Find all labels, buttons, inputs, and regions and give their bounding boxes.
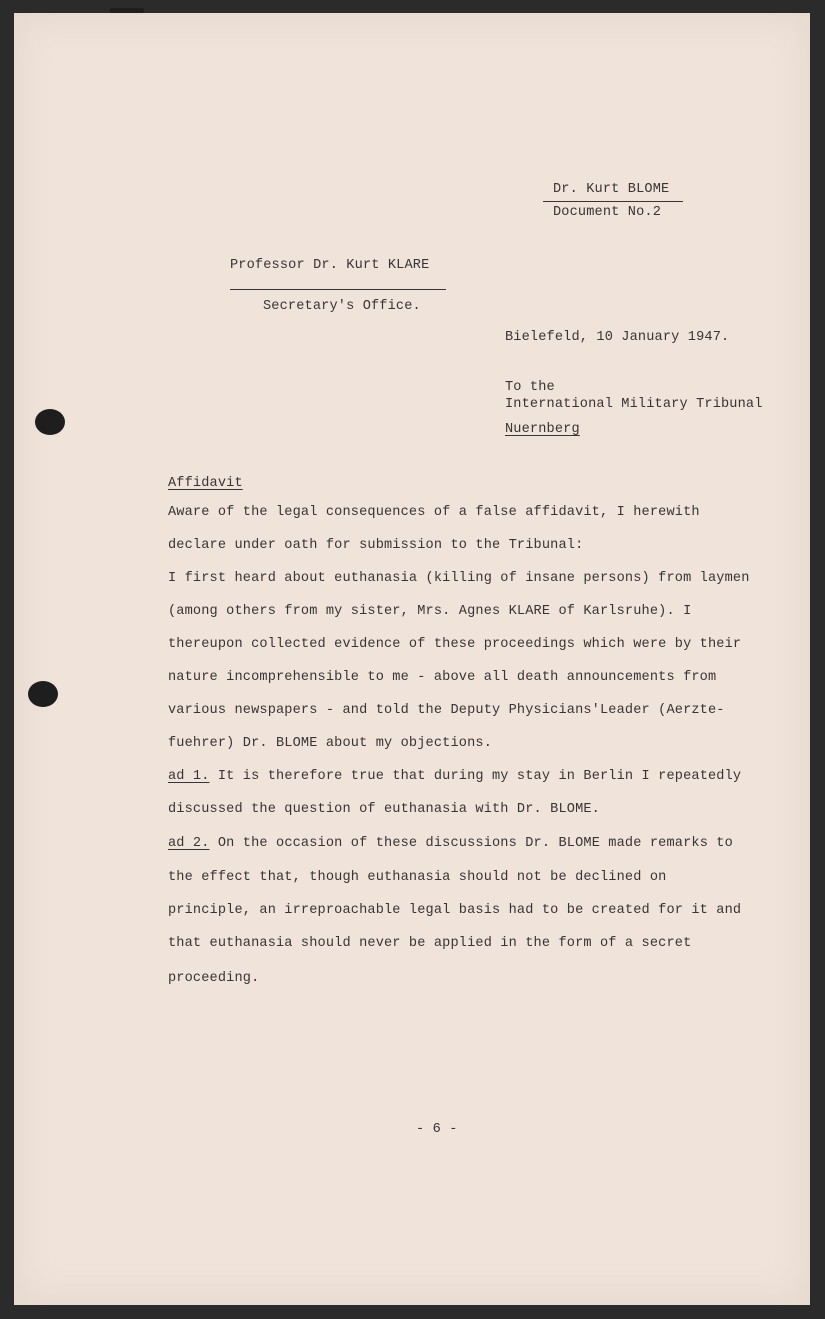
paragraph-ad-2	[168, 836, 733, 851]
recipient-line-2: International Military Tribunal	[505, 397, 763, 412]
body-line: nature incomprehensible to me - above all death announcements from	[168, 670, 717, 685]
body-line: declare under oath for submission to the Tribunal:	[168, 538, 584, 553]
body-line: that euthanasia should never be applied in the form of a secret	[168, 936, 692, 951]
ad-1-first-line: It is therefore true that during my stay in Berlin I repeatedly	[209, 769, 742, 784]
body-line: thereupon collected evidence of these proceedings which were by their	[168, 637, 742, 652]
body-line: proceeding.	[168, 971, 260, 986]
punch-hole-lower	[28, 681, 58, 707]
sender-office: Secretary's Office.	[263, 299, 421, 314]
body-line: the effect that, though euthanasia should not be declined on	[168, 870, 667, 885]
header-document-number: Document No.2	[553, 205, 661, 220]
recipient-city: Nuernberg	[505, 422, 580, 437]
page-number: - 6 -	[416, 1122, 458, 1137]
dateline: Bielefeld, 10 January 1947.	[505, 330, 730, 345]
body-line: discussed the question of euthanasia with Dr. BLOME.	[168, 802, 600, 817]
ad-1-label: ad 1.	[168, 769, 210, 784]
body-line: I first heard about euthanasia (killing of insane persons) from laymen	[168, 571, 750, 586]
ad-2-first-line: On the occasion of these discussions Dr. BLOME made remarks to	[209, 836, 733, 851]
affidavit-heading: Affidavit	[168, 476, 243, 491]
body-line: Aware of the legal consequences of a false affidavit, I herewith	[168, 505, 700, 520]
recipient-line-1: To the	[505, 380, 555, 395]
document-page	[14, 13, 810, 1305]
body-line: fuehrer) Dr. BLOME about my objections.	[168, 736, 492, 751]
body-line: various newspapers - and told the Deputy Physicians'Leader (Aerzte-	[168, 703, 725, 718]
body-line: (among others from my sister, Mrs. Agnes KLARE of Karlsruhe). I	[168, 604, 692, 619]
paragraph-ad-1	[168, 769, 741, 784]
sender-rule	[230, 289, 446, 290]
body-line: principle, an irreproachable legal basis had to be created for it and	[168, 903, 742, 918]
punch-hole-upper	[35, 409, 65, 435]
ad-2-label: ad 2.	[168, 836, 210, 851]
header-author: Dr. Kurt BLOME	[553, 182, 670, 197]
sender-name: Professor Dr. Kurt KLARE	[230, 258, 430, 273]
header-rule	[543, 201, 683, 202]
